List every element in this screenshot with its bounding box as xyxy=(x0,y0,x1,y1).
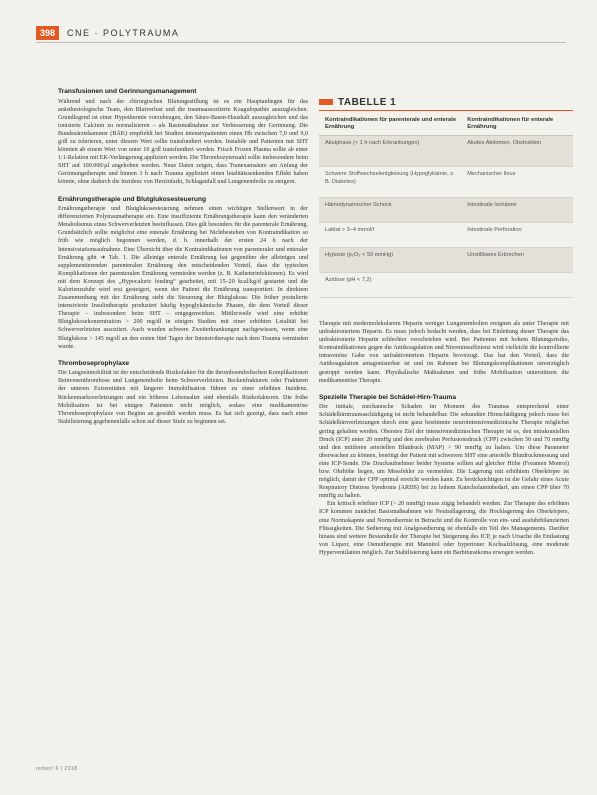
paragraph-tbi: Der initiale, mechanische Schaden im Moment des Traumas entsprechend einer Schädelhirntraumaschädigung ist nicht behandelbar. Die sekundäre Hirnschädigung jedoch muss bei Schädelhirnverletzungen durch eine ganz bestimmte neurointensivmedizinische Therapie möglichst gering gehalten werden. Oberstes Ziel der intensivmedizinischen Therapie ist es, den intrakraniellen Druck (ICP) unter 20 mmHg und den zerebralen Perfusionsdruck (CPP) zwischen 50 und 70 mmHg und den mittleren arteriellen Blutdruck (MAP) > 90 mmHg zu halten. Um diese Parameter überwachen zu können, benötigt der Patient mit schwerem SHT eine arterielle Blutdruckmessung und eine ICP-Sonde. Die Druckaufnehmer beider Systeme sollten auf gleicher Höhe (Foramen Monroi) bzw. Ohrhöhe liegen, um Messfehler zu vermeiden. Die Lagerung mit erhöhtem Oberkörper ist möglich, damit der CPP optimal erreicht werden kann. Zu berücksichtigen ist die Gefahr eines Acute Respiratory Distress Syndroms (ARDS) bei zu hohem Katecholaminbedarf, um einen CPP über 70 mmHg zu halten. xyxy=(319,404,569,500)
page-footer: retten! 6 | 2018 xyxy=(36,766,78,772)
table-marker xyxy=(319,99,333,105)
page-header xyxy=(36,26,566,40)
contraindication-table xyxy=(319,114,573,298)
section-heading-tbi: Spezielle Therapie bei Schädel-Hirn-Trauma xyxy=(319,393,457,401)
left-column xyxy=(58,88,308,435)
table-1 xyxy=(319,96,573,311)
paragraph-nutrition: Ernährungstherapie und Blutglukosesteuerung nehmen einen wichtigen Stellenwert in der differenzierten Polytraumatherapie ein. Eine insuffiziente Ernährungstherapie kann den veränderten Metabolismus eines Schwerverletzten beeinflussen. Dies gilt besonders für die parenterale Ernährung. Grundsätzlich sollte möglichst eine enterale Ernährung bei Nichtbestehen von Kontraindikation so früh wie möglich begonnen werden, d. h. innerhalb der ersten 24 h nach der Intensivstationsaufnahme. Eine Übersicht über die Kontraindikationen von parenteraler und enteraler Ernährung gibt ➜ Tab. 1. Die alleinige enterale Ernährung hat gegenüber der alleinigen und supplementierenden parenteralen Ernährung den entscheidenden Vorteil, dass die typischen Komplikationen der parenteralen Ernährung vermieden werden (z. B. Katheterinfektionen). Es wird mit dem Konzept des „Hypocaloric feeding“ gearbeitet, mit 15–20 kcal/kg/d gestartet und die Kalorienzufuhr wird erst gesteigert, wenn der Patient die Ernährung transportiert. In direktem Zusammenhang mit der Ernährung steht die Steuerung der Blutglukose. Die früher postulierte intensivierte Insulintherapie produziert häufig hypoglykämische Phasen, die dem Vorteil dieser Therapie – insbesondere beim SHT – entgegenwirken. Mittlerweile wird eine erhöhte Blutglukosekonzentration > 200 mg/dl in einigen Studien mit einer erhöhten Letalität bei Schwerverletzten assoziiert. Auch wurden schwere Zweiterkrankungen nachgewiesen, wenn eine Blutglukose > 145 mg/dl an den ersten fünf Tagen der Intensivtherapie nach dem Trauma vermieden wurde. xyxy=(58,206,308,350)
table-header-cell: Kontraindikationen für parenterale und enterale Ernährung xyxy=(319,114,461,136)
paragraph-thrombosis: Die Langzeitmobilität ist der entscheidende Risikofaktor für die thromboembolischen Komplikationen Beinvenenthrombose und Lungenembolie beim Schwerverletzten. Beckenfrakturen oder Frakturen der unteren Extremitäten mit längerer Immobilisation führen zu einer erhöhten Inzidenz. Rückenmarksverletzungen und ein höheres Lebensalter sind ebenfalls Risikofaktoren. Die frühe Mobilisation ist bei einigen Patienten nicht möglich, sodass eine medikamentöse Thromboseprophylaxe von Beginn an gewählt werden muss. Es hat sich gezeigt, dass nach einer Stabilisierung gegebenenfalls schon auf dieser Stufe zu beginnen sei. xyxy=(58,370,308,425)
section-label: CNE · POLYTRAUMA xyxy=(67,28,180,38)
table-cell: Akutphase (< 1 h nach Erkrankungen) xyxy=(319,136,461,167)
table-row xyxy=(319,248,573,273)
table-title: TABELLE 1 xyxy=(338,96,397,108)
header-rule xyxy=(36,42,566,43)
table-cell: Hypoxie (p₀O₂ < 50 mmHg) xyxy=(319,248,461,273)
paragraph-heparin: Therapie mit niedermolekularem Heparin weniger Lungenembolien ereignen als unter Therapie mit unfraktioniertem Heparin. Es muss jedoch bedacht werden, dass bei Einleitung dieser Therapie das unfraktionierte Heparin schlechter verschrieben wird. Bei Patienten mit hohem Blutungsrisiko, Kontraindikationen gegen die Antikoagulation und Niereninsuffizienz wird vielleicht die kontrollierte intravenöse Gabe von unfraktioniertem Heparin bevorzugt. Das hat den Vorteil, dass die Antikoagulation antagonisierbar ist und im Rahmen bei Blutungskomplikationen unverzüglich gestoppt werden kann. Physikalische Maßnahmen und frühe Mobilisation unterstützen die medikamentöse Therapie. xyxy=(319,321,569,384)
table-row xyxy=(319,136,573,167)
table-row xyxy=(319,198,573,223)
table-row xyxy=(319,167,573,198)
table-cell: Unstillbares Erbrechen xyxy=(461,248,573,273)
section-heading-transfusion: Transfusionen und Gerinnungsmanagement xyxy=(58,88,197,95)
table-cell: Intestinale Perforation xyxy=(461,223,573,248)
table-cell: Hämodynamischer Schock xyxy=(319,198,461,223)
table-cell xyxy=(461,273,573,298)
table-row xyxy=(319,223,573,248)
table-header-cell: Kontraindikationen für enterale Ernährung xyxy=(461,114,573,136)
table-cell: Akutes Abdomen, Obstruktion xyxy=(461,136,573,167)
table-cell: Azidose (pH < 7,2) xyxy=(319,273,461,298)
table-rule xyxy=(319,110,573,111)
table-cell: Schwere Stoffwechselentgleisung (Hypoglykämie, z. B. Diabetes) xyxy=(319,167,461,198)
section-heading-thrombosis: Thromboseprophylaxe xyxy=(58,359,130,367)
page-number: 398 xyxy=(36,26,59,40)
table-cell: Mechanischer Ileus xyxy=(461,167,573,198)
table-title-row xyxy=(319,96,573,108)
right-column xyxy=(319,320,569,557)
paragraph-transfusion: Während und nach der chirurgischen Blutungsstillung ist es ein Hauptanliegen für das anästhesiologische Team, den Blutverlust und die traumaassoziierte Koagulopathie auszugleichen. Grundlegend ist einer Hypothermie vorzubeugen, den Säure-Basen-Haushalt auszugleichen und das ionisierte Calcium zu normalisieren – als Basismaßnahme zur Verbesserung der Gerinnung. Die Bundesärztekammer (BÄK) empfiehlt bei Studien intensivpatienten einen Hb zwischen 7,0 und 9,0 g/dl zu tolerieren, unter diesem Wert sollte transfundiert werden. Instabile und Patienten mit SHT könnten ab einem Wert von unter 10 g/dl transfundiert werden. Frisch Frozen Plasma sollte ab einer 1:1-Relation mit EK-Verlängerung appliziert werden. Die Thrombozytenzahl sollte insbesondere beim SHT auf 100.000/µl angehoben werden. Neue Daten zeigen, dass Tranexamsäure am Anfang der Gerinnungstherapie und binnen 3 h nach Trauma appliziert einen letalitätssenkenden Effekt haben könnte, ohne dadurch die Inzidenz von Herzinfarkt, Schlaganfall und Lungenembolie zu steigern. xyxy=(58,98,308,186)
table-row xyxy=(319,273,573,298)
paragraph-icp: Ein kritisch erhöhter ICP (> 20 mmHg) muss zügig behandelt werden. Zur Therapie des erhöhten ICP kommen zunächst Basismaßnahmen wie Neutrallagerung, die Hochlagerung des Oberkörpers, eine Normokapnie und Normothermie in Betracht und die Kontrolle von ein- und ausfuhrbilanzierten Flüssigkeiten. Die Sedierung mit Analgosedierung ist ebenfalls ein Teil des Managements. Darüber hinaus sind weitere Bestandteile der Therapie bei Steigerung des ICP, je nach Ursache die Entlastung von Liquor, eine Osmotherapie mit Mannitol oder hypertoner Kochsalzlösung, eine moderate Hyperventilation möglich. Zur Stabilisierung kann ein Barbituratkoma erwogen werden. xyxy=(319,501,569,556)
table-cell: Laktat > 3–4 mmol/l xyxy=(319,223,461,248)
table-cell: Intestinale Ischämie xyxy=(461,198,573,223)
table-header-row xyxy=(319,114,573,136)
section-heading-nutrition: Ernährungstherapie und Blutglukosesteuerung xyxy=(58,195,207,203)
